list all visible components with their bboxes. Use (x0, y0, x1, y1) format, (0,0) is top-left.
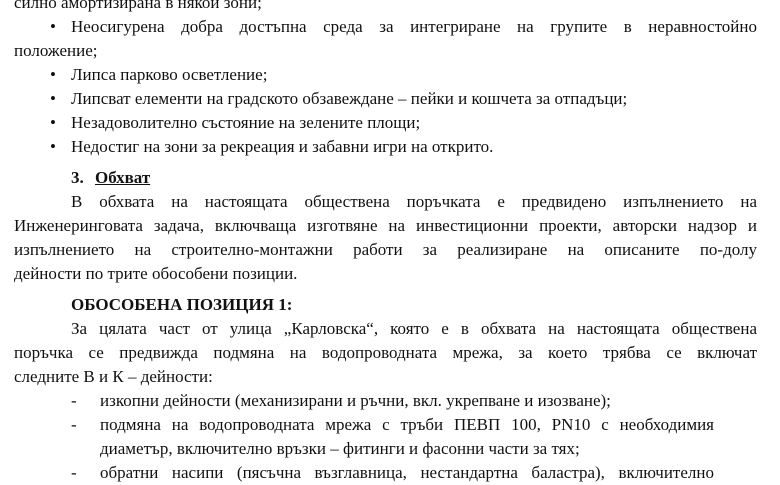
bullet-icon: • (50, 113, 56, 132)
position-heading: ОБОСОБЕНА ПОЗИЦИЯ 1: (71, 295, 293, 314)
section-number: 3. (71, 168, 84, 187)
paragraph-line: В обхвата на настоящата обществена поръчката е предвидено изпълнението на (71, 192, 757, 211)
paragraph-line: изпълнението на строително-монтажни работи за реализиране на описаните по-долу (14, 240, 757, 259)
paragraph-line: поръчка се предвижда подмяна на водопроводната мрежа, за което трябва се включат (14, 343, 757, 362)
paragraph-line: следните В и К – дейности: (14, 367, 213, 386)
list-item-continuation: положение; (14, 41, 98, 60)
paragraph-line: За цялата част от улица „Карловска“, която е в обхвата на настоящата обществена (71, 319, 757, 338)
bullet-icon: • (50, 89, 56, 108)
list-item: - подмяна на водопроводната мрежа с тръби ПЕВП 100, PN10 с необходимия (0, 413, 780, 437)
list-item: • Неосигурена добра достъпна среда за интегриране на групите в неравностойно (0, 15, 780, 39)
bullet-icon: • (50, 137, 56, 156)
dash-icon: - (71, 463, 77, 482)
section-title: Обхват (95, 168, 151, 187)
bullet-icon: • (50, 17, 56, 36)
section-heading (0, 166, 780, 190)
list-item: • Недостиг на зони за рекреация и забавни игри на открито. (0, 135, 780, 159)
list-item-continuation: диаметър, включително връзки – фитинги и фасонни части за тях; (100, 439, 580, 458)
bullet-icon: • (50, 65, 56, 84)
list-item: силно амортизирана в някои зони; (14, 0, 262, 12)
paragraph-line: дейности по трите обособени позиции. (14, 264, 298, 283)
list-item: • Липса парково осветление; (0, 63, 780, 87)
list-item: - обратни насипи (пясъчна възглавница, нестандартна баластра), включително (0, 461, 780, 485)
paragraph-line: Инженеринговата задача, включваща изготвяне на инвестиционни проекти, авторски надзор и (14, 216, 757, 235)
list-item: - изкопни дейности (механизирани и ръчни, вкл. укрепване и изозване); (0, 389, 780, 413)
list-item: • Незадоволително състояние на зелените площи; (0, 111, 780, 135)
list-item: • Липсват елементи на градското обзавеждане – пейки и кошчета за отпадъци; (0, 87, 780, 111)
dash-icon: - (71, 415, 77, 434)
dash-icon: - (71, 391, 77, 410)
